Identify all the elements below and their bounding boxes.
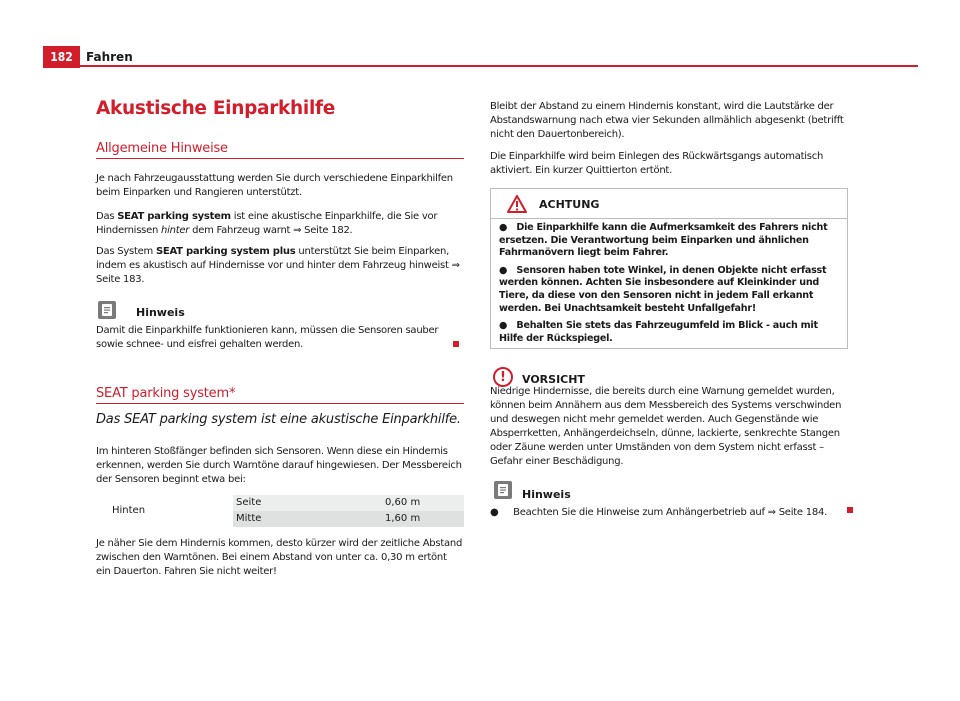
warning-box (490, 188, 848, 349)
subsection-title-parking: SEAT parking system* (96, 386, 236, 401)
paragraph-parking-system-plus: Das System SEAT parking system plus unterstützt Sie beim Einparken, indem es akustisch auf Hindernisse vor und hinter dem Fahrzeug hinweist ⇒ Seite 183. (96, 246, 460, 285)
warning-triangle-icon (507, 195, 527, 213)
warning-body (499, 222, 843, 350)
table-cell-distance: 0,60 m (385, 497, 421, 508)
list-item: ● Sensoren haben tote Winkel, in denen Objekte nicht erfasst werden können. Achten Sie insbesondere auf Kleinkinder und Tiere, da diese von den Sensoren nicht in jedem Fall erkannt werden. Bei Unachtsamkeit besteht Unfallgefahr! (499, 264, 827, 314)
term-seat-parking-system: SEAT parking system (117, 211, 231, 222)
term-seat-parking-system-plus: SEAT parking system plus (155, 246, 296, 257)
note-icon (98, 301, 116, 319)
table-cell-position: Seite (236, 497, 262, 508)
end-mark (453, 341, 459, 347)
page-header (43, 46, 918, 68)
caution-exclamation-icon: ! (493, 367, 513, 387)
lead-sentence: Das SEAT parking system ist eine akustische Einparkhilfe. (96, 412, 461, 427)
list-item: ● Behalten Sie stets das Fahrzeugumfeld im Blick - auch mit Hilfe der Rückspiegel. (499, 320, 818, 344)
warning-header (491, 189, 847, 219)
sensor-range-table (96, 495, 464, 527)
subsection-rule (96, 158, 464, 159)
caution-text: Niedrige Hindernisse, die bereits durch eine Warnung gemeldet wurden, können beim Annähern aus dem Messbereich des Systems verschwinden und deswegen nicht mehr gemeldet werden. Auch Gegenstände wie Absperrketten, Anhängerdeichseln, dünne, lackierte, senkrechte Stangen oder Zäune werden unter Umständen von dem System nicht erfasst – Gefahr einer Beschädigung. (490, 386, 842, 467)
note-text: Damit die Einparkhilfe funktionieren kann, müssen die Sensoren sauber sowie schnee- und eisfrei gehalten werden. (96, 325, 439, 350)
subsection-rule (96, 403, 464, 404)
paragraph-volume: Bleibt der Abstand zu einem Hindernis konstant, wird die Lautstärke der Abstandswarnung nach etwa vier Sekunden allmählich abgesenkt (betrifft nicht den Dauertonbereich). (490, 101, 844, 140)
paragraph-warning-tones: Je näher Sie dem Hindernis kommen, desto kürzer wird der zeitliche Abstand zwischen den Warntönen. Bei einem Abstand von unter ca. 0,30 m ertönt ein Dauerton. Fahren Sie nicht weiter! (96, 538, 463, 577)
note-label: Hinweis (522, 488, 571, 501)
warning-title: ACHTUNG (539, 198, 600, 211)
table-cell-distance: 1,60 m (385, 513, 421, 524)
emphasis-hinter: hinter (161, 225, 190, 236)
note-icon (494, 481, 512, 499)
table-row (233, 495, 464, 511)
list-item: ● Die Einparkhilfe kann die Aufmerksamkeit des Fahrers nicht ersetzen. Die Verantwortung beim Einparken und ähnlichen Fahrmanövern liegt beim Fahrer. (499, 222, 828, 259)
header-rule (80, 65, 918, 67)
list-item: ● Beachten Sie die Hinweise zum Anhängerbetrieb auf ⇒ Seite 184. (490, 507, 827, 518)
chapter-title: Fahren (86, 50, 133, 64)
subsection-title-general: Allgemeine Hinweise (96, 141, 228, 156)
table-row-label: Hinten (112, 505, 146, 516)
table-row (233, 511, 464, 527)
section-title: Akustische Einparkhilfe (96, 98, 335, 119)
paragraph-activation: Die Einparkhilfe wird beim Einlegen des Rückwärtsgangs automatisch aktiviert. Ein kurzer Quittierton ertönt. (490, 151, 824, 176)
table-cell-position: Mitte (236, 513, 262, 524)
note-label: Hinweis (136, 306, 185, 319)
paragraph-intro: Je nach Fahrzeugausstattung werden Sie durch verschiedene Einparkhilfen beim Einparken und Rangieren unterstützt. (96, 173, 453, 198)
end-mark (847, 507, 853, 513)
caution-title: VORSICHT (522, 373, 585, 386)
paragraph-sensors: Im hinteren Stoßfänger befinden sich Sensoren. Wenn diese ein Hindernis erkennen, werden Sie durch Warntöne darauf hingewiesen. Der Messbereich der Sensoren beginnt etwa bei: (96, 446, 462, 485)
page-number: 182 (43, 46, 80, 68)
paragraph-parking-system: Das SEAT parking system ist eine akustische Einparkhilfe, die Sie vor Hindernissen hinter dem Fahrzeug warnt ⇒ Seite 182. (96, 211, 438, 236)
